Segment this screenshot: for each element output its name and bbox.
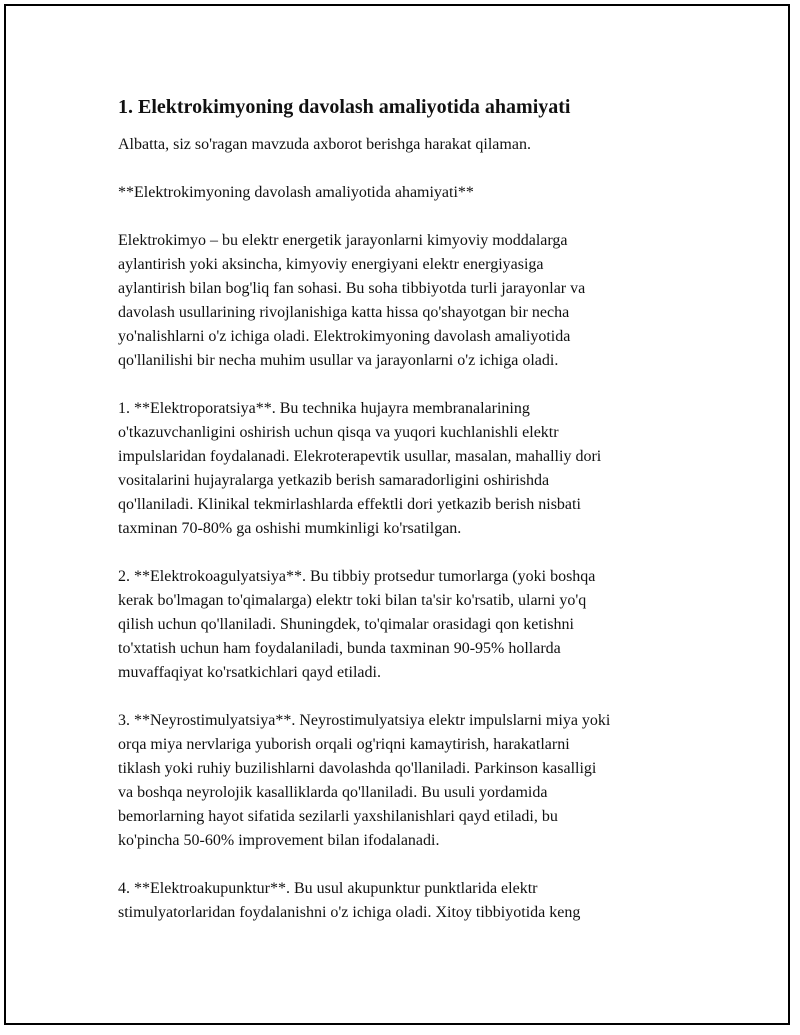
document-body <box>118 94 693 925</box>
document-title: 1. Elektrokimyoning davolash amaliyotida ahamiyati <box>118 96 571 118</box>
list-item-electroporation: 1. **Elektroporatsiya**. Bu technika hujayra membranalarining o'tkazuvchanligini oshirish uchun qisqa va yuqori kuchlanishli elektr impulslaridan foydalanadi. Elekroterapevtik usullar, masalan, mahalliy dori vositalarini hujayralarga yetkazib berish samaradorligini oshirishda qo'llaniladi. Klinikal tekmirlashlarda effektli dori yetkazib berish nisbati taxminan 70-80% ga oshishi mumkinligi ko'rsatilgan. <box>118 400 602 537</box>
section-heading-paragraph: **Elektrokimyoning davolash amaliyotida ahamiyati** <box>118 184 474 201</box>
list-item-electroacupuncture: 4. **Elektroakupunktur**. Bu usul akupunktur punktlarida elektr stimulyatorlaridan foydalanishni o'z ichiga oladi. Xitoy tibbiyotida keng <box>118 880 581 921</box>
definition-paragraph: Elektrokimyo – bu elektr energetik jarayonlarni kimyoviy moddalarga aylantirish yoki aksincha, kimyoviy energiyani elektr energiyasiga aylantirish bilan bog'liq fan sohasi. Bu soha tibbiyotda turli jarayonlar va davolash usullarining rivojlanishiga katta hissa qo'shayotgan bir necha yo'nalishlarni o'z ichiga oladi. Elektrokimyoning davolash amaliyotida qo'llanilishi bir necha muhim usullar va jarayonlarni o'z ichiga oladi. <box>118 232 586 369</box>
list-item-neurostimulation: 3. **Neyrostimulyatsiya**. Neyrostimulyatsiya elektr impulslarni miya yoki orqa miya nervlariga yuborish orqali og'riqni kamaytirish, harakatlarni tiklash yoki ruhiy buzilishlarni davolashda qo'llaniladi. Parkinson kasalligi va boshqa neyrolojik kasalliklarda qo'llaniladi. Bu usuli yordamida bemorlarning hayot sifatida sezilarli yaxshilanishlari qayd etiladi, bu ko'pincha 50-60% improvement bilan ifodalanadi. <box>118 712 611 849</box>
intro-paragraph: Albatta, siz so'ragan mavzuda axborot berishga harakat qilaman. <box>118 136 531 153</box>
list-item-electrocoagulation: 2. **Elektrokoagulyatsiya**. Bu tibbiy protsedur tumorlarga (yoki boshqa kerak bo'lmagan to'qimalarga) elektr toki bilan ta'sir ko'rsatib, ularni yo'q qilish uchun qo'llaniladi. Shuningdek, to'qimalar orasidagi qon ketishni to'xtatish uchun ham foydalaniladi, bunda taxminan 90-95% hollarda muvaffaqiyat ko'rsatkichlari qayd etiladi. <box>118 568 596 681</box>
